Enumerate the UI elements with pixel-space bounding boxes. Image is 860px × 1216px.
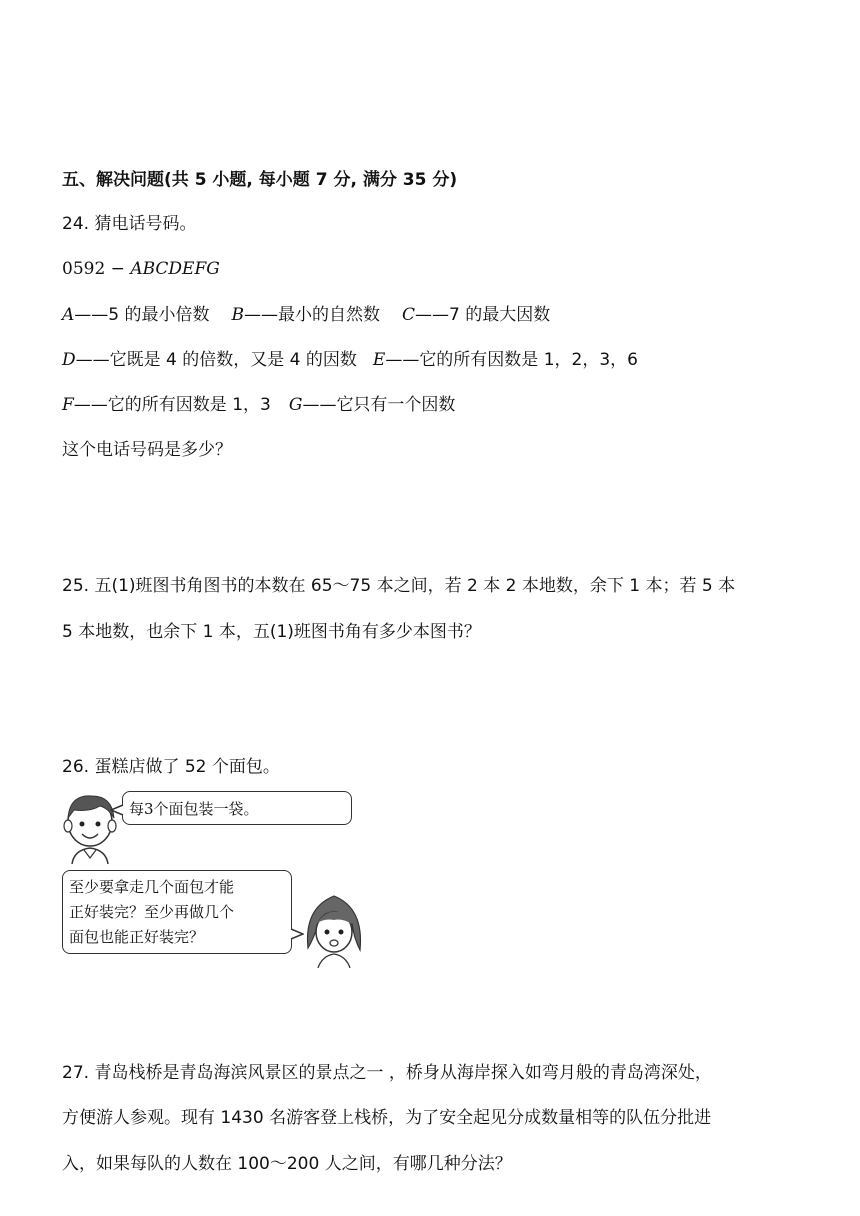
clue-e-text: ——它的所有因数是 1，2，3，6 [385,350,638,370]
q24-clue-line-1 [62,303,550,327]
girl-speech-bubble [62,870,292,954]
clue-d-letter: D [62,350,76,370]
q27-line-2: 方便游人参观。现有 1430 名游客登上栈桥，为了安全起见分成数量相等的队伍分批进 [62,1108,712,1128]
clue-f-letter: F [62,395,74,415]
bread-illustration [60,788,380,968]
girl-bubble-line-3: 面包也能正好装完？ [69,928,205,946]
boy-speech-bubble: 每3个面包装一袋。 [122,791,352,825]
boy-bubble-tail [110,804,124,816]
clue-a-letter: A [62,305,75,325]
clue-c-text: ——7 的最大因数 [415,305,551,325]
girl-illustration [302,888,368,968]
clue-f-text: ——它的所有因数是 1，3 [73,395,271,415]
clue-c-letter: C [402,305,416,325]
q24-clue-line-2 [62,348,638,372]
clue-b-text: ——最小的自然数 [244,305,381,325]
q26-title: 26. 蛋糕店做了 52 个面包。 [62,757,280,777]
q24-phone-pattern [62,257,220,281]
phone-letters: ABCDEFG [130,259,220,279]
clue-e-letter: E [372,350,386,370]
q27-line-1: 27. 青岛栈桥是青岛海滨风景区的景点之一 ，桥身从海岸探入如弯月般的青岛湾深处， [62,1063,712,1083]
q25-line-1: 25. 五(1)班图书角图书的本数在 65～75 本之间，若 2 本 2 本地数，余下 1 本；若 5 本 [62,576,736,596]
boy-illustration [60,788,122,868]
q27-line-3: 入，如果每队的人数在 100～200 人之间，有哪几种分法？ [62,1154,512,1174]
clue-a-text: ——5 的最小倍数 [74,305,210,325]
q24-question: 这个电话号码是多少？ [62,440,232,460]
girl-bubble-line-2: 正好装完？至少再做几个 [69,903,235,921]
clue-g-text: ——它只有一个因数 [302,395,456,415]
q24-clue-line-3 [62,393,455,417]
section-title: 五、解决问题(共 5 小题, 每小题 7 分, 满分 35 分) [62,170,458,190]
clue-g-letter: G [288,395,303,415]
clue-d-text: ——它既是 4 的倍数，又是 4 的因数 [75,350,357,370]
girl-bubble-line-1: 至少要拿走几个面包才能 [69,878,235,896]
q25-line-2: 5 本地数，也余下 1 本，五(1)班图书角有多少本图书？ [62,622,481,642]
q24-title: 24. 猜电话号码。 [62,214,197,234]
clue-b-letter: B [231,305,245,325]
phone-prefix: 0592 − [62,259,131,279]
